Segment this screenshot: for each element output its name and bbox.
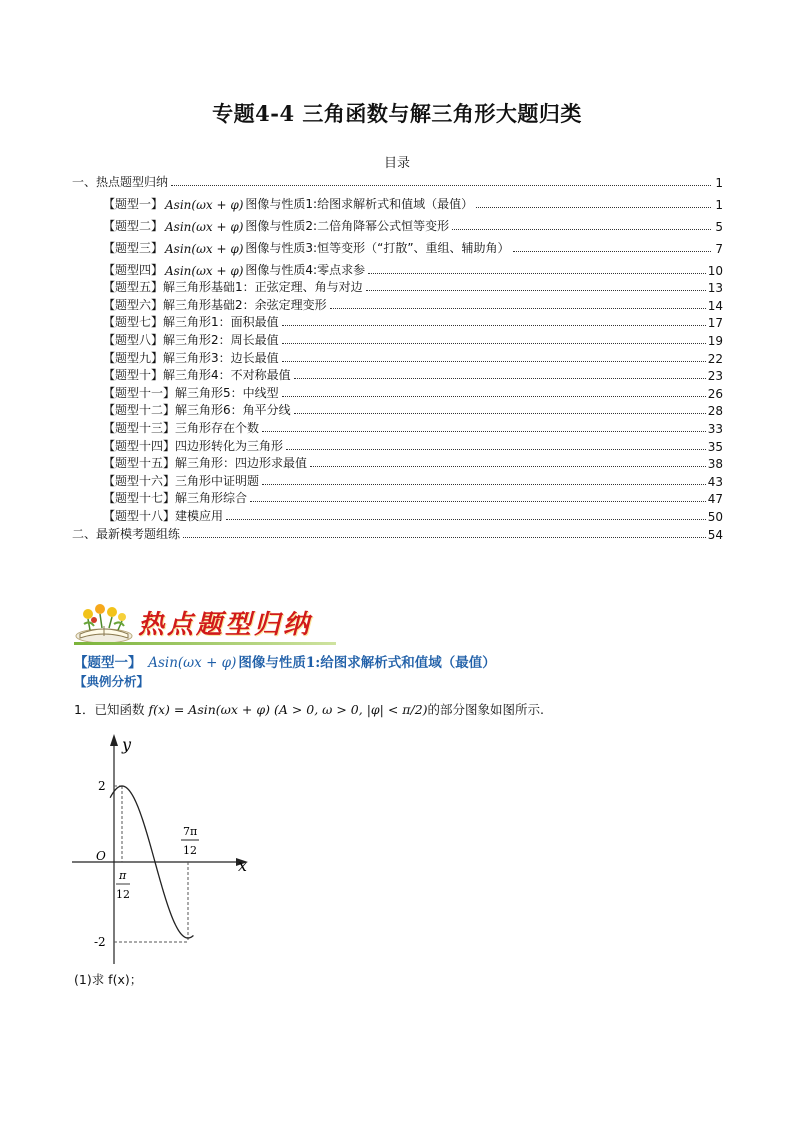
toc-entry-label: 四边形转化为三角形 (175, 438, 284, 453)
toc-entry-tag: 【题型四】 (103, 262, 164, 277)
toc-entry[interactable] (72, 172, 723, 190)
toc-entry[interactable] (72, 256, 723, 278)
toc-entry-label: 三角形中证明题 (175, 473, 260, 488)
toc-entry-label: 图像与性质3:恒等变形（“打散”、重组、辅助角） (245, 240, 510, 255)
toc-page-number: 50 (707, 509, 723, 524)
toc-dot-leader (282, 360, 706, 362)
toc-page-number: 47 (707, 492, 723, 507)
toc-page-number: 19 (707, 333, 723, 348)
toc-entry[interactable] (72, 401, 723, 419)
toc-entry-label: 一、热点题型归纳 (72, 174, 169, 189)
toc-page-number: 26 (707, 386, 723, 401)
toc-entry-tag: 【题型十】 (103, 368, 164, 383)
toc-entry[interactable] (72, 506, 723, 524)
toc-entry-label: 二、最新模考题组练 (72, 526, 181, 541)
toc-entry-tag: 【题型十一】 (103, 385, 176, 400)
x1-numerator: π (119, 869, 127, 882)
toc-entry[interactable] (72, 348, 723, 366)
toc-entry-tag: 【题型一】 (103, 196, 164, 211)
section-banner (74, 600, 336, 646)
toc-entry-label: 解三角形4：不对称最值 (163, 368, 291, 383)
toc-dot-leader (310, 465, 706, 467)
toc-entry-tag: 【题型十五】 (103, 456, 176, 471)
toc-dot-leader (250, 500, 706, 502)
toc-page-number: 5 (715, 219, 723, 234)
toc-page-number: 1 (715, 197, 723, 212)
toc-entry-label: 解三角形综合 (175, 491, 248, 506)
toc-page-number: 13 (707, 281, 723, 296)
problem-function: f(x) = Asin(ωx + φ) (148, 702, 270, 717)
toc-entry[interactable] (72, 383, 723, 401)
toc-page-number: 10 (707, 263, 723, 278)
toc-entry[interactable] (72, 313, 723, 331)
toc-entry-tag: 【题型十四】 (103, 438, 176, 453)
x1-denominator: 12 (116, 888, 130, 901)
toc-dot-leader (476, 206, 711, 208)
problem-lead: 已知函数 (94, 702, 145, 717)
toc-dot-leader (294, 377, 706, 379)
toc-page-number: 54 (707, 527, 723, 542)
toc-page-number: 35 (707, 439, 723, 454)
section-formula: Asin(ωx + φ) (148, 655, 237, 671)
toc-entry-label: 解三角形6：角平分线 (175, 403, 291, 418)
problem-number: 1． (74, 702, 95, 717)
toc-page-number: 43 (707, 474, 723, 489)
toc-entry-tag: 【题型十二】 (103, 403, 176, 418)
toc-entry-formula: Asin(ωx + φ) (165, 241, 244, 256)
toc-entry-tag: 【题型十六】 (103, 473, 176, 488)
toc-entry[interactable] (72, 454, 723, 472)
toc-entry-label: 图像与性质4:零点求参 (245, 262, 366, 277)
y-min-label: -2 (94, 935, 106, 949)
example-subheading: 【典例分析】 (74, 674, 150, 689)
x2-numerator: 7π (183, 825, 198, 838)
toc-entry-tag: 【题型三】 (103, 240, 164, 255)
toc-entry-formula: Asin(ωx + φ) (165, 219, 244, 234)
toc-entry-formula: Asin(ωx + φ) (165, 197, 244, 212)
toc-dot-leader (282, 395, 706, 397)
toc-entry[interactable] (72, 366, 723, 384)
problem-statement (74, 700, 544, 718)
toc-entry-label: 解三角形2：周长最值 (163, 332, 279, 347)
toc-entry-label: 三角形存在个数 (175, 420, 260, 435)
toc-entry-label: 建模应用 (175, 508, 224, 523)
toc-entry[interactable] (72, 190, 723, 212)
toc-dot-leader (282, 342, 706, 344)
section-tag: 【题型一】 (74, 655, 142, 671)
toc-page-number: 1 (715, 175, 723, 190)
toc-page-number: 23 (707, 369, 723, 384)
toc-entry[interactable] (72, 295, 723, 313)
toc-entry-label: 解三角形基础1：正弦定理、角与对边 (163, 280, 363, 295)
function-graph (72, 732, 262, 967)
banner-title: 热点题型归纳 (138, 610, 313, 640)
toc-entry-tag: 【题型八】 (103, 332, 164, 347)
toc-entry[interactable] (72, 278, 723, 296)
toc-entry-tag: 【题型十八】 (103, 508, 176, 523)
books-flowers-icon (74, 600, 134, 644)
toc-entry[interactable] (72, 234, 723, 256)
toc-page-number: 38 (707, 457, 723, 472)
toc-entry-tag: 【题型九】 (103, 350, 164, 365)
toc-dot-leader (330, 307, 706, 309)
y-max-label: 2 (98, 779, 106, 793)
toc-dot-leader (368, 272, 706, 274)
table-of-contents (72, 172, 723, 542)
toc-entry-label: 解三角形5：中线型 (175, 385, 279, 400)
toc-entry-tag: 【题型十七】 (103, 491, 176, 506)
problem-tail: 的部分图象如图所示. (427, 702, 545, 717)
origin-label: O (96, 849, 106, 863)
toc-entry-label: 图像与性质1:给图求解析式和值域（最值） (245, 196, 474, 211)
toc-page-number: 22 (707, 351, 723, 366)
toc-entry-tag: 【题型五】 (103, 280, 164, 295)
toc-dot-leader (262, 483, 706, 485)
toc-dot-leader (282, 324, 706, 326)
x-axis-label: x (238, 856, 248, 875)
toc-entry[interactable] (72, 418, 723, 436)
banner-underline (74, 642, 336, 645)
toc-entry-label: 解三角形：四边形求最值 (175, 456, 308, 471)
toc-dot-leader (366, 289, 706, 291)
x2-denominator: 12 (183, 844, 197, 857)
toc-entry-label: 解三角形3：边长最值 (163, 350, 279, 365)
section-text: 图像与性质1:给图求解析式和值域（最值） (238, 655, 496, 671)
section-heading (74, 651, 496, 671)
y-axis-arrow-icon (110, 734, 118, 746)
toc-entry[interactable] (72, 471, 723, 489)
toc-entry-formula: Asin(ωx + φ) (165, 263, 244, 278)
toc-dot-leader (452, 228, 711, 230)
toc-entry-tag: 【题型六】 (103, 297, 164, 312)
toc-heading: 目录 (383, 156, 410, 171)
toc-entry[interactable] (72, 436, 723, 454)
toc-entry-label: 解三角形基础2：余弦定理变形 (163, 297, 327, 312)
toc-dot-leader (513, 250, 711, 252)
toc-page-number: 14 (707, 298, 723, 313)
toc-entry-tag: 【题型二】 (103, 218, 164, 233)
toc-entry[interactable] (72, 489, 723, 507)
problem-conditions: (A > 0, ω > 0, |φ| < π/2) (273, 702, 428, 717)
toc-dot-leader (171, 184, 711, 186)
toc-dot-leader (294, 412, 706, 414)
toc-entry[interactable] (72, 524, 723, 542)
toc-entry[interactable] (72, 212, 723, 234)
y-axis-label: y (122, 735, 132, 754)
toc-dot-leader (226, 518, 706, 520)
toc-entry[interactable] (72, 330, 723, 348)
toc-dot-leader (286, 448, 706, 450)
toc-page-number: 33 (707, 421, 723, 436)
document-title: 专题4-4 三角函数与解三角形大题归类 (212, 101, 582, 126)
toc-entry-label: 解三角形1：面积最值 (163, 315, 279, 330)
question-1: (1)求 f(x)； (74, 972, 143, 987)
toc-page-number: 17 (707, 316, 723, 331)
toc-entry-label: 图像与性质2:二倍角降幂公式恒等变形 (245, 218, 450, 233)
toc-entry-tag: 【题型七】 (103, 315, 164, 330)
toc-page-number: 7 (715, 241, 723, 256)
toc-page-number: 28 (707, 404, 723, 419)
toc-entry-tag: 【题型十三】 (103, 420, 176, 435)
toc-dot-leader (262, 430, 706, 432)
toc-dot-leader (183, 536, 706, 538)
